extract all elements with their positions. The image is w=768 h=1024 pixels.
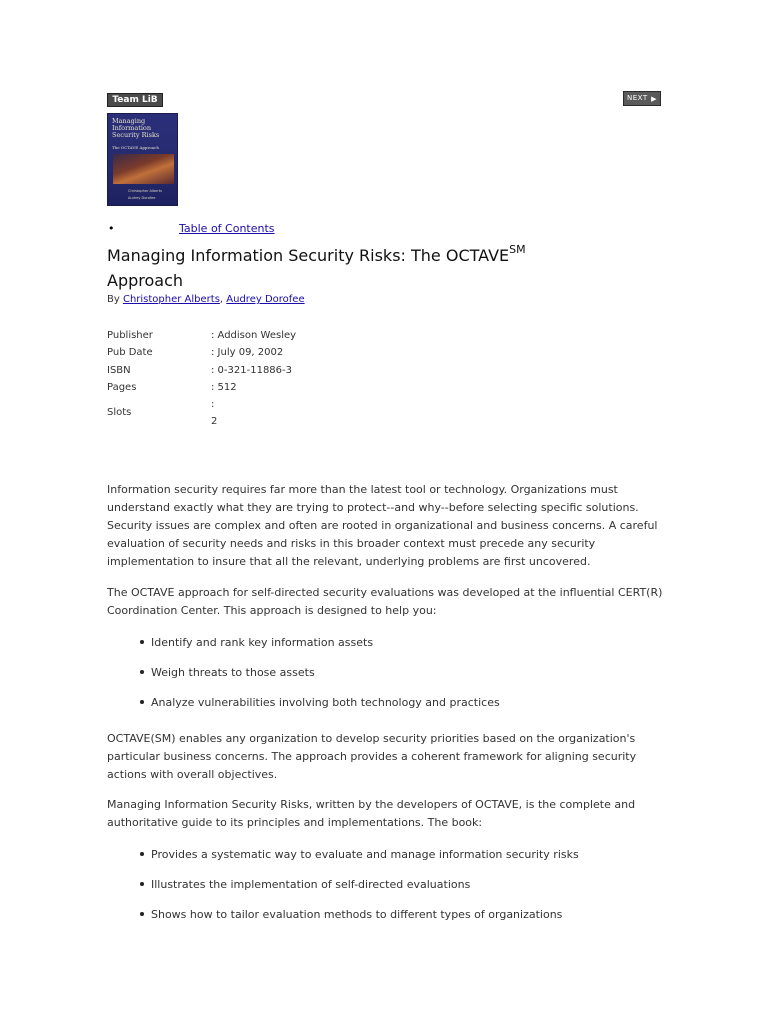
book-title [107, 243, 567, 293]
author-link-alberts[interactable]: Christopher Alberts [122, 294, 220, 305]
cover-author-1: Christopher Alberts [128, 189, 162, 193]
list-item-text: Shows how to tailor evaluation methods to different types of organizations [151, 908, 563, 921]
isbn-label: ISBN [107, 365, 131, 376]
publisher-label: Publisher [107, 330, 153, 341]
byline-separator: , [219, 294, 227, 305]
next-arrow-icon: ▶ [651, 95, 657, 103]
list-item [140, 636, 373, 649]
byline [107, 294, 305, 305]
list-item [140, 666, 315, 679]
description-paragraph-1: Information security requires far more than the latest tool or technology. Organizations must understand exactly what they are trying to protect--and why--before selecting specific solutions. Security issues are complex and often are rooted in organizational and business concerns. A careful evaluation of security needs and risks in this broader context must precede any security implementation to insure that all the relevant, underlying problems are first uncovered. [107, 483, 658, 568]
slots-colon: : [211, 399, 215, 410]
pages-label: Pages [107, 382, 137, 393]
publisher-value: : Addison Wesley [211, 330, 297, 341]
bullet-icon [140, 700, 144, 704]
title-line-2: Approach [107, 271, 184, 290]
list-item-text: Provides a systematic way to evaluate and manage information security risks [151, 848, 579, 861]
bullet-icon [140, 640, 144, 644]
bullet-icon [140, 670, 144, 674]
pubdate-label: Pub Date [107, 347, 153, 358]
bullet-icon [140, 852, 144, 856]
pages-value: : 512 [211, 382, 237, 393]
author-link-dorofee[interactable]: Audrey Dorofee [226, 294, 305, 305]
toc-bullet: • [108, 222, 115, 235]
bullet-icon [140, 912, 144, 916]
list-item [140, 848, 579, 861]
slots-value: 2 [211, 416, 218, 427]
description-paragraph-2: The OCTAVE approach for self-directed security evaluations was developed at the influential CERT(R) Coordination Center. This approach is designed to help you: [107, 586, 663, 617]
pubdate-value: : July 09, 2002 [211, 347, 284, 358]
list-item [140, 908, 562, 921]
book-cover-image [107, 113, 178, 206]
byline-prefix: By [107, 294, 123, 305]
list-item-text: Illustrates the implementation of self-directed evaluations [151, 878, 471, 891]
description-paragraph-4: Managing Information Security Risks, written by the developers of OCTAVE, is the complete and authoritative guide to its principles and implementations. The book: [107, 798, 636, 829]
list-item-text: Analyze vulnerabilities involving both technology and practices [151, 696, 500, 709]
table-of-contents-link[interactable]: Table of Contents [179, 222, 275, 235]
list-item [140, 696, 500, 709]
team-lib-logo: Team LiB [107, 93, 163, 107]
next-button[interactable] [623, 91, 661, 106]
isbn-value: : 0-321-11886-3 [211, 365, 292, 376]
list-item [140, 878, 470, 891]
list-item-text: Weigh threats to those assets [151, 666, 315, 679]
cover-artwork [113, 154, 174, 184]
cover-title: Managing Information Security Risks [112, 117, 160, 139]
slots-label: Slots [107, 407, 132, 418]
title-superscript: SM [509, 243, 526, 256]
next-label: NEXT [627, 94, 648, 102]
description-paragraph-3: OCTAVE(SM) enables any organization to develop security priorities based on the organization's particular business concerns. The approach provides a coherent framework for aligning security actions with overall objectives. [107, 732, 637, 781]
list-item-text: Identify and rank key information assets [151, 636, 374, 649]
cover-author-2: Audrey Dorofee [128, 196, 156, 200]
cover-subtitle: The OCTAVE Approach [112, 145, 159, 150]
title-main: Managing Information Security Risks: The OCTAVE [107, 246, 510, 265]
bullet-icon [140, 882, 144, 886]
